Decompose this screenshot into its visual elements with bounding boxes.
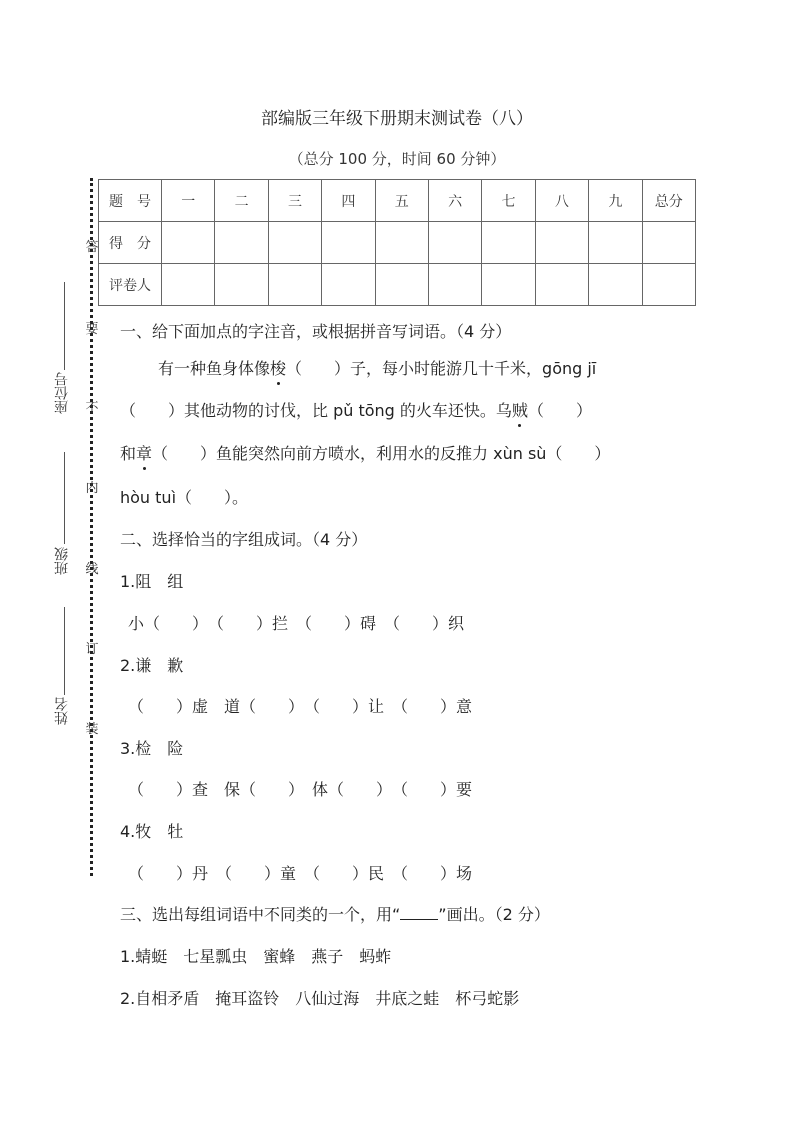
seat-number-label: 座位号 (54, 372, 70, 414)
score-table (98, 179, 696, 306)
score-row (99, 222, 696, 264)
score-cell[interactable] (535, 222, 588, 264)
score-cell[interactable] (482, 222, 535, 264)
binding-char: 线 (85, 562, 99, 577)
name-label: 姓名 (54, 697, 70, 725)
grader-cell[interactable] (268, 264, 321, 306)
score-col-5: 五 (375, 180, 428, 222)
section1-line2-end: （ ） (527, 401, 592, 420)
section1-line1-start: 有一种鱼身体像 (158, 359, 271, 378)
section1-line2-start: （ ）其他动物的讨伐，比 pǔ tōng 的火车还快。乌 (120, 401, 512, 420)
section2-group-row: （ ）丹 （ ）童 （ ）民 （ ）场 (128, 864, 473, 883)
score-row-label: 得 分 (99, 222, 162, 264)
section2-group-row: 小（ ） （ ）拦 （ ）碍 （ ）织 (128, 614, 465, 633)
dotted-char: 章 (136, 441, 152, 464)
binding-char: 不 (85, 401, 99, 416)
score-table-header-label: 题 号 (99, 180, 162, 222)
binding-char: 内 (85, 481, 99, 496)
grader-cell[interactable] (589, 264, 642, 306)
score-col-7: 七 (482, 180, 535, 222)
score-col-total: 总分 (642, 180, 695, 222)
section1-line (120, 398, 592, 421)
dotted-char: 贼 (512, 398, 528, 421)
score-col-2: 二 (215, 180, 268, 222)
section1-line (158, 356, 596, 379)
section2-group-row: （ ）查 保（ ） 体（ ） （ ）要 (128, 780, 473, 799)
section1-line3-start: 和 (120, 444, 137, 463)
grader-cell[interactable] (162, 264, 215, 306)
score-col-9: 九 (589, 180, 642, 222)
score-col-6: 六 (428, 180, 481, 222)
grader-cell[interactable] (482, 264, 535, 306)
score-cell[interactable] (322, 222, 375, 264)
section2-group-label: 3.检 险 (120, 739, 184, 758)
score-col-4: 四 (322, 180, 375, 222)
score-table-header-row (99, 180, 696, 222)
section2-group-label: 4.牧 牡 (120, 822, 184, 841)
binding-char: 要 (85, 322, 99, 337)
grader-cell[interactable] (428, 264, 481, 306)
binding-char: 装 (85, 722, 99, 737)
binding-char: 订 (85, 642, 99, 657)
grader-row (99, 264, 696, 306)
score-cell[interactable] (428, 222, 481, 264)
score-col-1: 一 (162, 180, 215, 222)
section3-item: 1.蜻蜓 七星瓢虫 蜜蜂 燕子 蚂蚱 (120, 947, 392, 966)
score-cell[interactable] (642, 222, 695, 264)
grader-cell[interactable] (535, 264, 588, 306)
section1-line1-end: （ ）子，每小时能游几十千米，gōng jī (286, 359, 597, 378)
binding-char: 答 (85, 240, 99, 255)
section1-line: hòu tuì（ ）。 (120, 488, 249, 507)
section1-line3-end: （ ）鱼能突然向前方喷水，利用水的反推力 xùn sù（ ） (152, 444, 611, 463)
binding-dotted-line (90, 178, 93, 876)
section1-heading: 一、给下面加点的字注音，或根据拼音写词语。（4 分） (120, 322, 512, 341)
score-cell[interactable] (375, 222, 428, 264)
grader-row-label: 评卷人 (99, 264, 162, 306)
grader-cell[interactable] (375, 264, 428, 306)
page-subtitle: （总分 100 分，时间 60 分钟） (288, 150, 506, 168)
score-cell[interactable] (215, 222, 268, 264)
section1-line (120, 441, 610, 464)
grader-cell[interactable] (642, 264, 695, 306)
class-label: 班级 (54, 547, 70, 575)
grader-cell[interactable] (215, 264, 268, 306)
underline-blank (400, 905, 438, 920)
score-cell[interactable] (162, 222, 215, 264)
grader-cell[interactable] (322, 264, 375, 306)
dotted-char: 梭 (270, 356, 286, 379)
section2-group-label: 2.谦 歉 (120, 656, 184, 675)
score-col-8: 八 (535, 180, 588, 222)
page-title: 部编版三年级下册期末测试卷（八） (261, 109, 533, 129)
seat-number-field[interactable] (64, 282, 65, 370)
section2-group-row: （ ）虚 道（ ） （ ）让 （ ）意 (128, 697, 473, 716)
section2-group-label: 1.阻 组 (120, 572, 184, 591)
section3-item: 2.自相矛盾 掩耳盗铃 八仙过海 井底之蛙 杯弓蛇影 (120, 989, 520, 1008)
class-field[interactable] (64, 452, 65, 544)
score-cell[interactable] (589, 222, 642, 264)
section3-heading-end: ”画出。（2 分） (438, 905, 550, 924)
score-cell[interactable] (268, 222, 321, 264)
section3-heading (120, 902, 550, 925)
section3-heading-start: 三、选出每组词语中不同类的一个，用“ (120, 905, 401, 924)
section2-heading: 二、选择恰当的字组成词。（4 分） (120, 530, 368, 549)
score-col-3: 三 (268, 180, 321, 222)
name-field[interactable] (64, 607, 65, 695)
